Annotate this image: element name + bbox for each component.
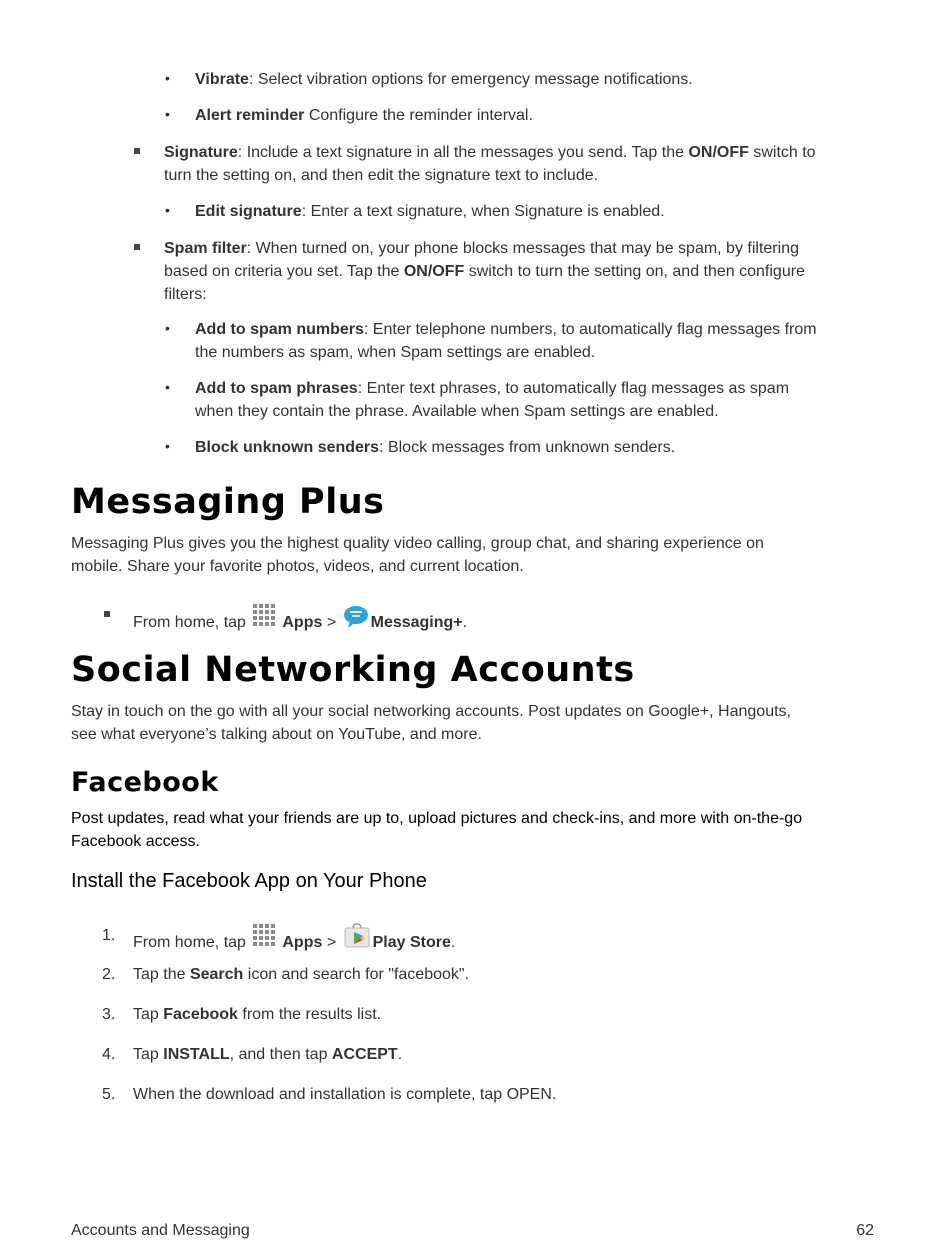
step-bold: Facebook: [163, 1006, 238, 1023]
term: Add to spam numbers: [195, 321, 364, 338]
step-text: Tap: [133, 1046, 164, 1063]
step-1: [133, 923, 455, 956]
separator: >: [322, 934, 341, 951]
step-3: [133, 1003, 381, 1026]
store-label: Play Store: [372, 934, 451, 951]
bullet: •: [165, 106, 170, 122]
term: Vibrate: [195, 71, 249, 88]
step-number: 3.: [102, 1006, 116, 1023]
step-text: From home, tap: [133, 614, 251, 631]
list-item-spam-filter: [164, 237, 799, 260]
period: .: [462, 614, 468, 631]
bullet: •: [165, 70, 170, 86]
bullet: •: [165, 438, 170, 454]
footer-section: Accounts and Messaging: [71, 1222, 250, 1239]
apps-grid-icon: [252, 923, 280, 956]
desc: : Block messages from unknown senders.: [379, 439, 676, 456]
desc: : Enter telephone numbers, to automatically flag messages from: [363, 321, 817, 338]
list-item-spam-filter-line2: [164, 260, 805, 283]
step-2: [133, 963, 469, 986]
bullet: •: [165, 320, 170, 336]
messaging-plus-icon: [343, 605, 369, 636]
step-number: 2.: [102, 966, 116, 983]
desc: : Include a text signature in all the messages you send. Tap the: [237, 144, 689, 161]
desc: : Enter a text signature, when Signature is enabled.: [301, 203, 665, 220]
square-bullet: [134, 148, 140, 154]
step-number: 4.: [102, 1046, 116, 1063]
list-item-edit-signature: [195, 200, 665, 223]
period: .: [397, 1046, 403, 1063]
facebook-intro-line2: Facebook access.: [71, 833, 200, 850]
step-bold: ACCEPT: [331, 1046, 398, 1063]
apps-label: Apps: [282, 934, 323, 951]
step-text: from the results list.: [237, 1006, 382, 1023]
desc: based on criteria you set. Tap the: [164, 263, 404, 280]
step-5: [133, 1083, 556, 1106]
apps-grid-icon: [252, 603, 280, 636]
step-bold: Search: [189, 966, 244, 983]
step-text: From home, tap: [133, 934, 251, 951]
desc: switch to turn the setting on, and then configure: [464, 263, 805, 280]
heading-messaging-plus: Messaging Plus: [71, 482, 385, 522]
heading-install-facebook: Install the Facebook App on Your Phone: [71, 870, 427, 892]
separator: >: [322, 614, 341, 631]
social-intro-line2: see what everyone’s talking about on YouTube, and more.: [71, 726, 482, 743]
messaging-plus-step: [133, 603, 467, 636]
list-item-vibrate: [195, 68, 693, 91]
square-bullet: [104, 611, 110, 617]
heading-facebook: Facebook: [71, 767, 219, 798]
social-intro-line1: Stay in touch on the go with all your social networking accounts. Post updates on Google+, Hangouts,: [71, 703, 791, 720]
period: .: [450, 934, 456, 951]
step-number: 5.: [102, 1086, 116, 1103]
apps-label: Apps: [282, 614, 323, 631]
desc: : Enter text phrases, to automatically flag messages as spam: [357, 380, 790, 397]
step-number: 1.: [102, 927, 116, 944]
list-item-spam-numbers-line2: the numbers as spam, when Spam settings are enabled.: [195, 344, 596, 361]
term: Add to spam phrases: [195, 380, 358, 397]
play-store-icon: [343, 923, 371, 956]
messaging-plus-intro-line2: mobile. Share your favorite photos, videos, and current location.: [71, 558, 524, 575]
list-item-block-unknown: [195, 436, 675, 459]
desc: : Select vibration options for emergency message notifications.: [248, 71, 693, 88]
target-label: Messaging+: [370, 614, 463, 631]
facebook-intro-line1: Post updates, read what your friends are up to, upload pictures and check-ins, and more with on-the-go: [71, 810, 803, 827]
term: Edit signature: [195, 203, 302, 220]
step-text: icon and search for "facebook".: [243, 966, 470, 983]
step-bold: INSTALL: [163, 1046, 230, 1063]
step-4: [133, 1043, 402, 1066]
heading-social-networking: Social Networking Accounts: [71, 650, 635, 690]
onoff: ON/OFF: [688, 144, 749, 161]
desc: switch to: [748, 144, 816, 161]
list-item-alert-reminder: [195, 104, 533, 127]
step-text: Tap: [133, 1006, 164, 1023]
bullet: •: [165, 379, 170, 395]
list-item-spam-phrases: [195, 377, 789, 400]
step-text: Tap the: [133, 966, 190, 983]
list-item-spam-phrases-line2: when they contain the phrase. Available when Spam settings are enabled.: [195, 403, 719, 420]
desc: : When turned on, your phone blocks messages that may be spam, by filtering: [246, 240, 799, 257]
list-item-spam-filter-line3: filters:: [164, 286, 207, 303]
step-text: When the download and installation is complete, tap OPEN.: [133, 1086, 557, 1103]
term: Signature: [164, 144, 238, 161]
list-item-signature-line2: turn the setting on, and then edit the signature text to include.: [164, 167, 599, 184]
term: Spam filter: [164, 240, 247, 257]
footer-page-number: 62: [856, 1222, 874, 1239]
term: Alert reminder: [195, 107, 305, 124]
desc: Configure the reminder interval.: [304, 107, 533, 124]
messaging-plus-intro-line1: Messaging Plus gives you the highest quality video calling, group chat, and sharing experience on: [71, 535, 764, 552]
list-item-signature: [164, 141, 816, 164]
onoff: ON/OFF: [403, 263, 465, 280]
step-text: , and then tap: [229, 1046, 332, 1063]
square-bullet: [134, 244, 140, 250]
term: Block unknown senders: [195, 439, 380, 456]
bullet: •: [165, 202, 170, 218]
list-item-spam-numbers: [195, 318, 817, 341]
